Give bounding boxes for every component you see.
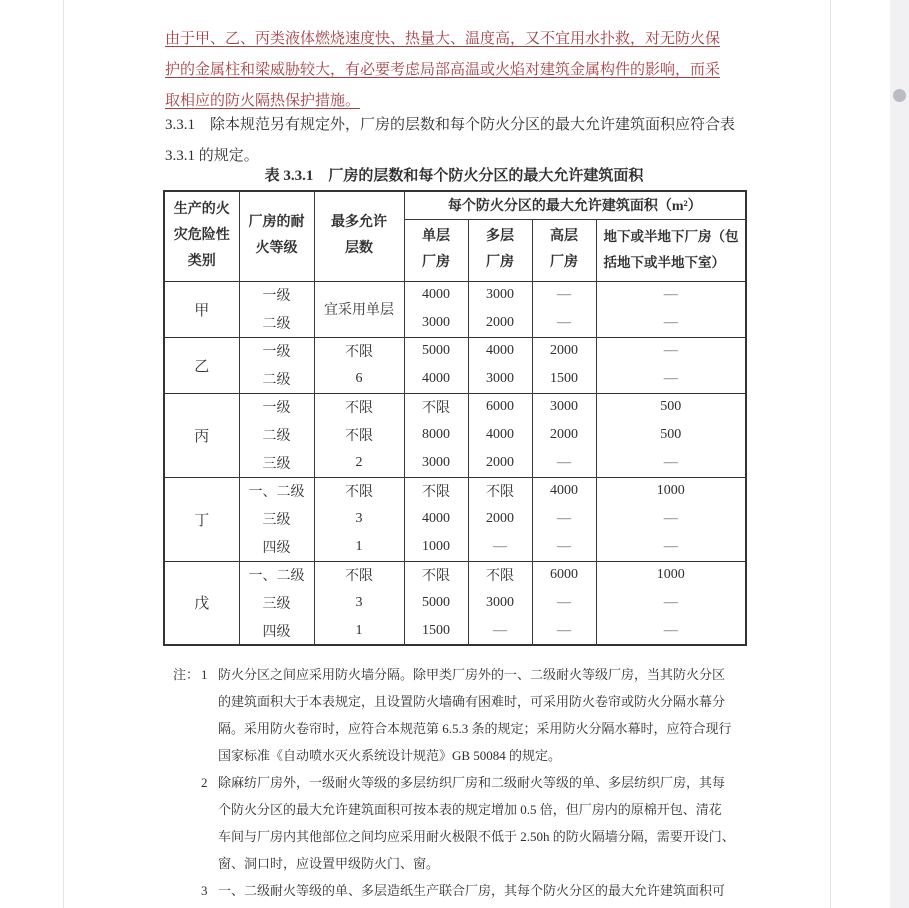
note-text (218, 877, 773, 904)
note-text (218, 661, 773, 769)
note-number: 1 (201, 667, 208, 682)
text-line: 高层 (550, 229, 578, 244)
text-line: 地下或半地下厂房（包 (603, 229, 739, 244)
value-cell: 2000 (468, 309, 532, 337)
value-cell: 3000 (468, 281, 532, 309)
floors-cell: 1 (314, 533, 404, 561)
text-line: 火等级 (255, 241, 298, 257)
note-number: 2 (201, 775, 208, 790)
text-line: 生产的火 (173, 202, 230, 218)
text-line: 类别 (187, 254, 216, 270)
header-category (164, 191, 239, 281)
value-cell: 不限 (468, 477, 532, 505)
text-line: 层数 (345, 241, 373, 257)
table-row (164, 281, 746, 309)
grade-cell: 四级 (239, 533, 314, 561)
value-cell: — (596, 505, 746, 533)
text-line: 取相应的防火隔热保护措施。 (165, 93, 361, 109)
value-cell: 500 (596, 421, 746, 449)
text-line: 厂房 (486, 255, 514, 270)
text-line: 车间与厂房内其他部位之间均应采用耐火极限不低于 2.50h 的防火隔墙分隔，需要开设门、 (218, 829, 735, 844)
clause-3-3-1-paragraph (165, 110, 755, 172)
text-line: 灾危险性 (173, 228, 230, 244)
header-single-storey (404, 219, 468, 281)
header-underground (596, 219, 746, 281)
table-row (164, 561, 746, 589)
floors-cell: 6 (314, 365, 404, 393)
value-cell: 5000 (404, 337, 468, 365)
table-row (164, 617, 746, 645)
table-row (164, 393, 746, 421)
value-cell: 2000 (468, 449, 532, 477)
value-cell: 1000 (404, 533, 468, 561)
text-line: 护的金属柱和梁威胁较大，有必要考虑局部高温或火焰对建筑金属构件的影响，而采 (165, 62, 721, 78)
value-cell: 5000 (404, 589, 468, 617)
value-cell: — (468, 533, 532, 561)
value-cell: 6000 (532, 561, 596, 589)
grade-cell: 一级 (239, 337, 314, 365)
value-cell: 不限 (404, 477, 468, 505)
value-cell: 2000 (468, 505, 532, 533)
text-line: 最多允许 (331, 215, 387, 231)
value-cell: 不限 (468, 561, 532, 589)
grade-cell: 三级 (239, 589, 314, 617)
value-cell: 4000 (404, 505, 468, 533)
text-line: 国家标准《自动喷水灭火系统设计规范》GB 50084 的规定。 (218, 748, 562, 763)
scrollbar-track[interactable] (890, 0, 909, 908)
category-cell: 甲 (164, 281, 239, 337)
value-cell: 500 (596, 393, 746, 421)
category-cell: 丁 (164, 477, 239, 561)
category-cell: 丙 (164, 393, 239, 477)
category-cell: 乙 (164, 337, 239, 393)
value-cell: — (596, 365, 746, 393)
text-line: 除麻纺厂房外，一级耐火等级的多层纺织厂房和二级耐火等级的单、多层纺织厂房，其每 (218, 775, 726, 790)
value-cell: 1000 (596, 561, 746, 589)
value-cell: 3000 (404, 309, 468, 337)
floors-cell: 不限 (314, 337, 404, 365)
table-row (164, 589, 746, 617)
text-line: 厂房的耐 (248, 215, 305, 231)
value-cell: 3000 (404, 449, 468, 477)
scroll-thumb[interactable] (893, 89, 906, 102)
text-line: 防火分区之间应采用防火墙分隔。除甲类厂房外的一、二级耐火等级厂房，当其防火分区 (218, 667, 726, 682)
value-cell: 1000 (596, 477, 746, 505)
value-cell: 不限 (404, 561, 468, 589)
grade-cell: 三级 (239, 449, 314, 477)
header-area-group: 每个防火分区的最大允许建筑面积（m²） (404, 191, 746, 219)
text-line: 3.3.1 的规定。 (165, 148, 259, 164)
text-line: 个防火分区的最大允许建筑面积可按本表的规定增加 0.5 倍，但厂房内的原棉开包、清花 (218, 802, 722, 817)
value-cell: — (596, 449, 746, 477)
floors-cell: 不限 (314, 561, 404, 589)
grade-cell: 一、二级 (239, 477, 314, 505)
table-body (164, 281, 746, 645)
page-right-edge (830, 0, 831, 908)
fire-compartment-area-table (163, 190, 747, 646)
table-row (164, 337, 746, 365)
grade-cell: 二级 (239, 309, 314, 337)
value-cell: — (468, 617, 532, 645)
value-cell: 2000 (532, 421, 596, 449)
text-line: 一、二级耐火等级的单、多层造纸生产联合厂房，其每个防火分区的最大允许建筑面积可 (218, 883, 726, 898)
text-line: 单层 (422, 229, 450, 244)
value-cell: — (532, 449, 596, 477)
value-cell: — (532, 617, 596, 645)
floors-cell: 宜采用单层 (314, 281, 404, 337)
text-line: 厂房 (422, 255, 450, 270)
value-cell: 4000 (404, 281, 468, 309)
value-cell: — (532, 309, 596, 337)
notes-label: 注： (173, 667, 200, 682)
value-cell: — (532, 505, 596, 533)
floors-cell: 不限 (314, 421, 404, 449)
grade-cell: 二级 (239, 421, 314, 449)
value-cell: — (532, 281, 596, 309)
value-cell: 3000 (468, 589, 532, 617)
page-left-edge (63, 0, 64, 908)
value-cell: 1500 (404, 617, 468, 645)
table-title: 表 3.3.1 厂房的层数和每个防火分区的最大允许建筑面积 (264, 168, 644, 184)
floors-cell: 3 (314, 505, 404, 533)
table-row (164, 309, 746, 337)
note-item (173, 877, 773, 904)
floors-cell: 不限 (314, 477, 404, 505)
table-header (164, 191, 746, 281)
table-row (164, 365, 746, 393)
floors-cell: 不限 (314, 393, 404, 421)
category-cell: 戊 (164, 561, 239, 645)
floors-cell: 2 (314, 449, 404, 477)
value-cell: 4000 (468, 421, 532, 449)
grade-cell: 四级 (239, 617, 314, 645)
text-line: 括地下或半地下室） (603, 255, 725, 270)
grade-cell: 三级 (239, 505, 314, 533)
table-row (164, 533, 746, 561)
value-cell: 6000 (468, 393, 532, 421)
header-fire-resistance (239, 191, 314, 281)
text-line: 窗、洞口时，应设置甲级防火门、窗。 (218, 856, 440, 871)
value-cell: — (596, 337, 746, 365)
value-cell: — (596, 589, 746, 617)
text-line: 多层 (486, 229, 514, 244)
grade-cell: 一级 (239, 393, 314, 421)
floors-cell: 3 (314, 589, 404, 617)
text-line: 厂房 (550, 255, 578, 270)
highlighted-paragraph (165, 24, 745, 117)
value-cell: 4000 (404, 365, 468, 393)
text-line: 隔。采用防火卷帘时，应符合本规范第 6.5.3 条的规定；采用防火分隔水幕时，应符合现行 (218, 721, 732, 736)
header-row-1 (164, 191, 746, 219)
value-cell: 8000 (404, 421, 468, 449)
notes-section (173, 661, 773, 904)
value-cell: 2000 (532, 337, 596, 365)
text-line: 的建筑面积大于本表规定，且设置防火墙确有困难时，可采用防火卷帘或防火分隔水幕分 (218, 694, 726, 709)
grade-cell: 一级 (239, 281, 314, 309)
value-cell: 3000 (468, 365, 532, 393)
table-row (164, 477, 746, 505)
table-row (164, 421, 746, 449)
header-high-rise (532, 219, 596, 281)
floors-cell: 1 (314, 617, 404, 645)
table-row (164, 505, 746, 533)
value-cell: — (596, 281, 746, 309)
table-row (164, 449, 746, 477)
text-line: 由于甲、乙、丙类液体燃烧速度快、热量大、温度高，又不宜用水扑救，对无防火保 (165, 31, 721, 47)
text-line: 3.3.1 除本规范另有规定外，厂房的层数和每个防火分区的最大允许建筑面积应符合表 (165, 117, 736, 133)
value-cell: 4000 (532, 477, 596, 505)
value-cell: 4000 (468, 337, 532, 365)
note-item (173, 769, 773, 877)
note-number: 3 (201, 883, 208, 898)
value-cell: — (532, 533, 596, 561)
note-text (218, 769, 773, 877)
value-cell: — (532, 589, 596, 617)
note-item (173, 661, 773, 769)
grade-cell: 二级 (239, 365, 314, 393)
value-cell: — (596, 533, 746, 561)
header-multi-storey (468, 219, 532, 281)
header-max-floors (314, 191, 404, 281)
value-cell: — (596, 309, 746, 337)
value-cell: 3000 (532, 393, 596, 421)
value-cell: 不限 (404, 393, 468, 421)
value-cell: 1500 (532, 365, 596, 393)
grade-cell: 一、二级 (239, 561, 314, 589)
value-cell: — (596, 617, 746, 645)
